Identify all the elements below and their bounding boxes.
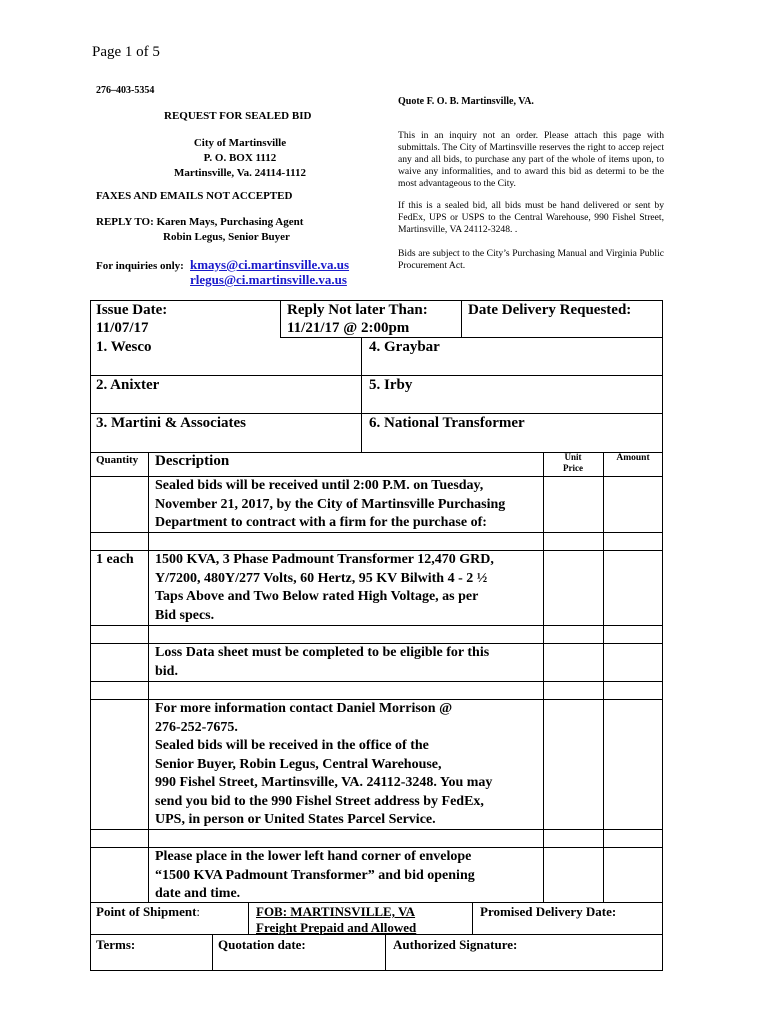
loss-data-line: Loss Data sheet must be completed to be eligible for this <box>155 645 490 660</box>
description-line: November 21, 2017, by the City of Martinsville Purchasing <box>155 496 506 512</box>
contact-line: 990 Fishel Street, Martinsville, VA. 24112-3248. You may <box>155 775 493 790</box>
item-description-line: Taps Above and Two Below rated High Voltage, as per <box>155 589 479 604</box>
description-line: Sealed bids will be received until 2:00 P.M. on Tuesday, <box>155 478 484 493</box>
column-unit-price-line: Unit <box>564 452 582 462</box>
description-intro <box>155 477 505 533</box>
bid-heading: REQUEST FOR SEALED BID <box>164 110 312 122</box>
quotation-date-label: Quotation date: <box>218 937 306 952</box>
column-amount: Amount <box>616 453 650 463</box>
reply-to-line-1: REPLY TO: Karen Mays, Purchasing Agent <box>96 216 304 228</box>
item-description-line: Bid specs. <box>155 607 215 623</box>
point-of-shipment-label <box>96 904 200 920</box>
contact-line: 276-252-7675. <box>155 719 238 735</box>
contact-line: UPS, in person or United States Parcel Service. <box>155 812 436 827</box>
no-fax-notice: FAXES AND EMAILS NOT ACCEPTED <box>96 190 293 202</box>
point-of-shipment-text: Point of Shipment <box>96 904 197 919</box>
promised-delivery-date-label: Promised Delivery Date: <box>480 904 617 919</box>
page-number: Page 1 of 5 <box>92 44 160 60</box>
authorized-signature-label: Authorized Signature: <box>393 937 518 952</box>
vendor-anixter: 2. Anixter <box>96 377 160 393</box>
description-line: Department to contract with a firm for the purchase of: <box>155 515 487 530</box>
notice-sealed-bid: If this is a sealed bid, all bids must be hand delivered or sent by FedEx, UPS or USPS to the Central Warehouse, 990 Fishel Street, Martinsville, VA 24112-3248. . <box>398 200 664 235</box>
email-link-kmays[interactable]: kmays@ci.martinsville.va.us <box>190 257 350 272</box>
vendor-wesco: 1. Wesco <box>96 339 152 355</box>
reply-to-line-2: Robin Legus, Senior Buyer <box>163 231 290 243</box>
vendor-graybar: 4. Graybar <box>369 339 440 355</box>
issue-date-value: 11/07/17 <box>96 320 149 336</box>
inquiries-label: For inquiries only: <box>96 260 184 272</box>
city-address <box>150 136 330 181</box>
envelope-line: “1500 KVA Padmount Transformer” and bid opening <box>155 867 475 883</box>
column-unit-price <box>548 452 598 474</box>
item-description-line: Y/7200, 480Y/277 Volts, 60 Hertz, 95 KV Bilwith 4 - 2 ½ <box>155 570 488 586</box>
reply-deadline-value: 11/21/17 @ 2:00pm <box>287 320 410 336</box>
envelope-line: date and time. <box>155 886 241 901</box>
address-line: Martinsville, Va. 24114-1112 <box>173 167 306 179</box>
fob-terms <box>256 904 416 936</box>
item-description-line: 1500 KVA, 3 Phase Padmount Transformer 12,470 GRD, <box>155 552 494 567</box>
column-quantity: Quantity <box>96 454 139 466</box>
contact-information <box>155 700 492 830</box>
delivery-requested-label: Date Delivery Requested: <box>468 302 632 318</box>
contact-line: Sealed bids will be received in the office of the <box>155 738 429 753</box>
vendor-national-transformer: 6. National Transformer <box>369 415 525 431</box>
address-line: City of Martinsville <box>193 137 287 149</box>
item-description <box>155 551 494 625</box>
phone-number: 276–403-5354 <box>96 85 155 96</box>
address-line: P. O. BOX 1112 <box>203 152 277 164</box>
reply-deadline-label: Reply Not later Than: <box>287 302 428 318</box>
fob-line: Freight Prepaid and Allowed <box>256 920 417 935</box>
vendor-martini: 3. Martini & Associates <box>96 415 246 431</box>
envelope-instructions <box>155 848 475 904</box>
contact-line: send you bid to the 990 Fishel Street address by FedEx, <box>155 793 484 809</box>
notice-procurement: Bids are subject to the City’s Purchasing Manual and Virginia Public Procurement Act. <box>398 248 664 271</box>
terms-label: Terms: <box>96 937 136 952</box>
column-unit-price-line: Price <box>563 463 583 473</box>
contact-line: For more information contact Daniel Morrison @ <box>155 701 453 716</box>
email-link-rlegus[interactable]: rlegus@ci.martinsville.va.us <box>190 272 347 287</box>
notice-inquiry: This in an inquiry not an order. Please attach this page with submittals. The City of Martinsville reserves the right to accep reject any and all bids, to purchase any part of the whole of items upon, to waive any informalities, and to award this bid as determi to be the most advantageous to the City. <box>398 130 664 189</box>
vendor-irby: 5. Irby <box>369 377 413 393</box>
item-quantity: 1 each <box>96 552 134 567</box>
loss-data-note <box>155 644 489 681</box>
envelope-line: Please place in the lower left hand corner of envelope <box>155 849 472 864</box>
contact-line: Senior Buyer, Robin Legus, Central Warehouse, <box>155 756 442 772</box>
issue-date-label: Issue Date: <box>96 302 168 318</box>
fob-line: FOB: MARTINSVILLE, VA <box>256 904 416 919</box>
fob-quote: Quote F. O. B. Martinsville, VA. <box>398 96 534 107</box>
loss-data-line: bid. <box>155 663 178 679</box>
column-description: Description <box>155 453 230 469</box>
point-of-shipment-colon: : <box>196 904 201 919</box>
